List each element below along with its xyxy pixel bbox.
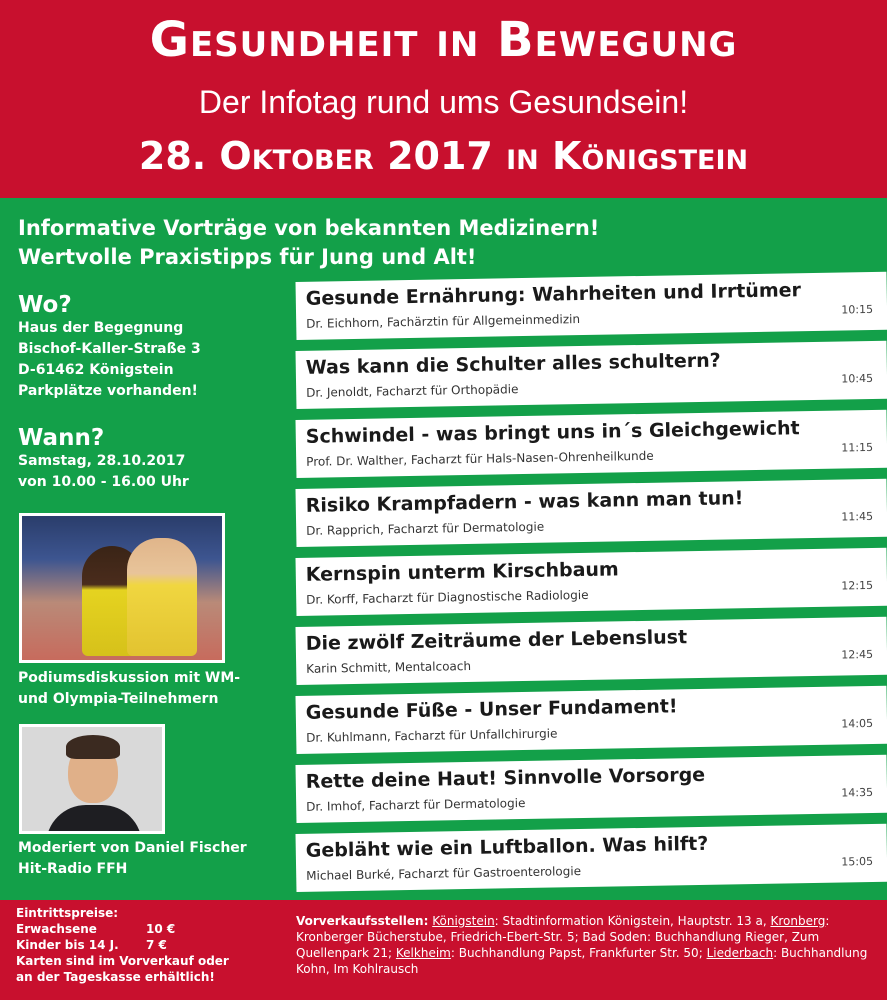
event-date: 28. Oktober 2017 in Königstein [138,134,749,178]
talk-card [295,410,887,478]
moderator-caption [18,838,283,880]
talk-time: 11:45 [841,509,874,524]
price-value: 7 € [146,938,167,952]
presale-label: Vorverkaufsstellen: [296,914,429,928]
presale-place: Kelkheim [395,946,451,960]
presale-text: Rieger, Zum Quellenpark 21; [296,930,820,960]
talk-speaker: Karin Schmitt, Mentalcoach [306,658,472,676]
talk-card [295,272,887,340]
intro-text [18,214,599,272]
talk-time: 14:05 [841,716,874,731]
location-line: Bischof-Kaller-Straße 3 [18,341,201,357]
talk-title: Gesunde Ernährung: Wahrheiten und Irrtümer [305,279,802,310]
intro-line-1: Informative Vorträge von bekannten Medizinern! [18,216,600,240]
moderator-caption-line: Hit-Radio FFH [18,861,128,877]
talk-speaker: Dr. Rapprich, Facharzt für Dermatologie [306,519,545,538]
talk-time: 14:35 [841,785,874,800]
poster-header [0,0,887,198]
talk-time: 12:15 [841,578,874,593]
talk-time: 11:15 [841,440,874,455]
talk-title: Schwindel - was bringt uns in´s Gleichgewicht [305,417,800,448]
time-line: Samstag, 28.10.2017 [18,453,186,469]
price-note: Karten sind im Vorverkauf oder [16,954,229,968]
talk-card [295,755,887,823]
price-block [16,905,276,985]
presale-block [296,913,871,977]
talk-title: Was kann die Schulter alles schultern? [305,349,721,379]
presale-place: Liederbach [706,946,774,960]
price-heading: Eintrittspreise: [16,906,119,920]
presale-text: : Buchhandlung Kohn, Im Kohlrausch [296,946,868,976]
intro-line-2: Wertvolle Praxistipps für Jung und Alt! [18,245,477,269]
talk-speaker: Dr. Eichhorn, Fachärztin für Allgemeinmedizin [306,312,581,331]
talk-time: 12:45 [841,647,874,662]
talk-speaker: Dr. Kuhlmann, Facharzt für Unfallchirurgie [306,726,558,745]
talk-speaker: Prof. Dr. Walther, Facharzt für Hals-Nasen-Ohrenheilkunde [306,448,654,469]
time-block [18,425,278,493]
price-label: Erwachsene [16,922,97,936]
location-block [18,292,278,402]
talk-card [295,686,887,754]
podium-caption [18,668,283,710]
price-label: Kinder bis 14 J. [16,938,119,952]
talk-title: Gebläht wie ein Luftballon. Was hilft? [305,832,709,862]
talk-speaker: Dr. Imhof, Facharzt für Dermatologie [306,795,526,814]
price-value: 10 € [146,922,176,936]
presale-text: : Kronberger Bücherstube, Friedrich-Ebert-Str. 5; Bad Soden: Buchhandlung [296,914,830,944]
podium-caption-line: und Olympia-Teilnehmern [18,691,219,707]
moderator-body [46,805,142,834]
talk-card [295,548,887,616]
time-heading: Wann? [18,425,105,451]
talk-speaker: Dr. Korff, Facharzt für Diagnostische Radiologie [306,587,589,607]
talk-speaker: Dr. Jenoldt, Facharzt für Orthopädie [306,382,519,400]
presale-text: : Buchhandlung Papst, Frankfurter Str. 50; [450,946,703,960]
price-row [16,921,276,937]
poster-title: Gesundheit in Bewegung [149,12,738,68]
price-row [16,937,276,953]
talk-title: Die zwölf Zeiträume der Lebenslust [305,626,688,655]
talk-time: 15:05 [841,854,874,869]
talk-title: Rette deine Haut! Sinnvolle Vorsorge [305,763,706,793]
talk-card [295,341,887,409]
moderator-hair [66,735,120,759]
location-heading: Wo? [18,292,72,318]
talk-title: Kernspin unterm Kirschbaum [305,558,619,586]
talk-speaker: Michael Burké, Facharzt für Gastroenterologie [306,864,582,883]
athlete-figure [127,538,197,656]
talk-time: 10:15 [841,302,874,317]
moderator-caption-line: Moderiert von Daniel Fischer [18,840,247,856]
presale-place: Königstein [432,914,495,928]
time-line: von 10.00 - 16.00 Uhr [18,474,189,490]
talk-title: Gesunde Füße - Unser Fundament! [305,695,678,724]
talk-title: Risiko Krampfadern - was kann man tun! [305,487,744,517]
talk-time: 10:45 [841,371,874,386]
talk-card [295,479,887,547]
podium-caption-line: Podiumsdiskussion mit WM- [18,670,241,686]
athletes-photo [19,513,225,663]
talk-schedule [296,279,887,903]
location-line: Haus der Begegnung [18,320,184,336]
presale-text: : Stadtinformation Königstein, Hauptstr. 13 a, [494,914,767,928]
poster-subtitle: Der Infotag rund ums Gesundsein! [198,84,689,120]
presale-place: Kronberg [770,914,826,928]
talk-card [295,617,887,685]
talk-card [295,824,887,892]
location-line: D-61462 Königstein [18,362,174,378]
location-line: Parkplätze vorhanden! [18,383,198,399]
price-note: an der Tageskasse erhältlich! [16,970,215,984]
moderator-photo [19,724,165,834]
